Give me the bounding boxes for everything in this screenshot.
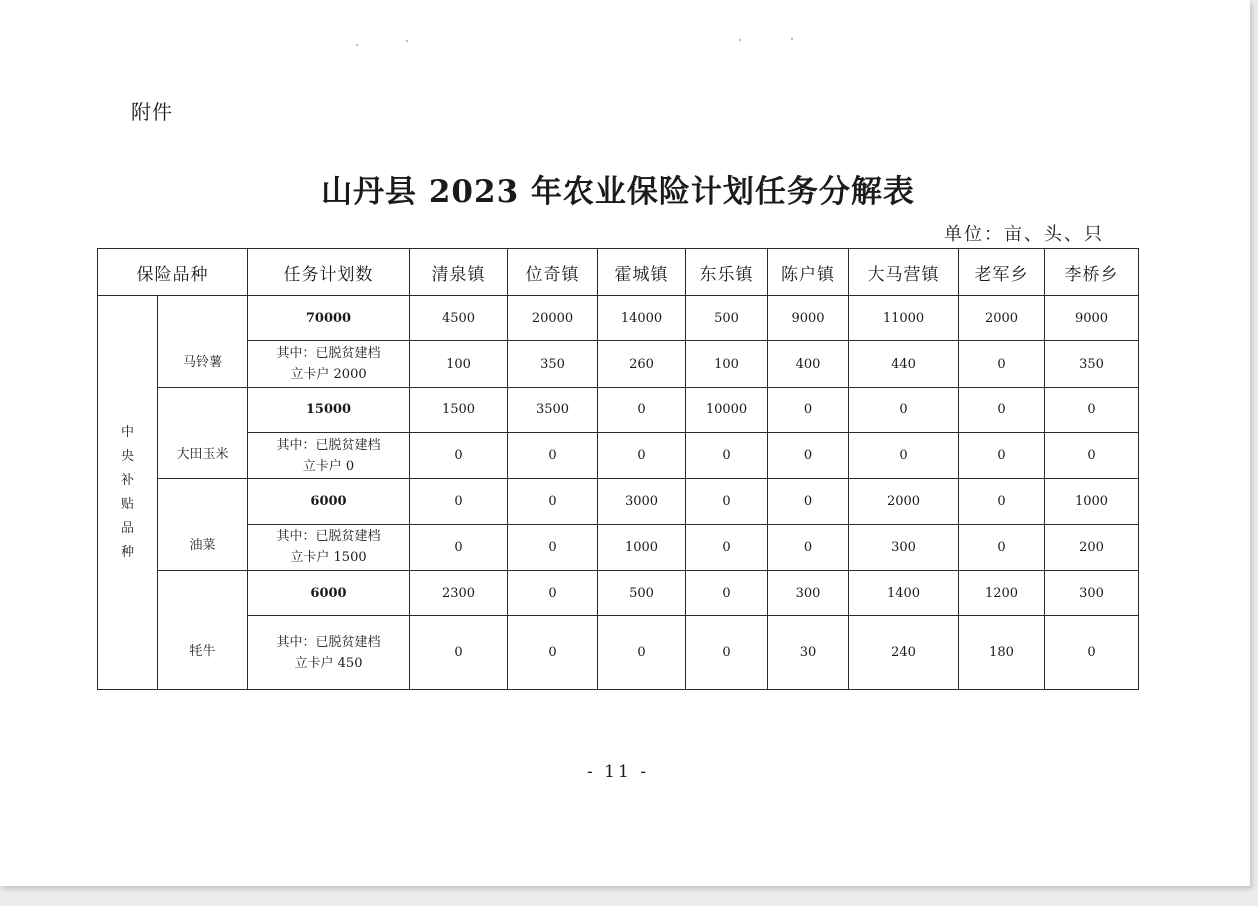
table-cell: 400 — [768, 341, 849, 387]
table-cell: 100 — [686, 341, 768, 387]
insurance-plan-table — [97, 248, 1139, 690]
table-row — [98, 433, 1139, 479]
table-cell: 0 — [768, 433, 849, 479]
plan-sub-line: 立卡户 2000 — [290, 367, 367, 383]
group-label-text: 中央补贴品种 — [120, 424, 134, 560]
table-cell: 0 — [1045, 387, 1139, 432]
table-cell: 0 — [598, 616, 686, 690]
header-cell: 任务计划数 — [248, 249, 410, 296]
table-row — [98, 616, 1139, 690]
table-row — [98, 341, 1139, 387]
table-cell: 1000 — [1045, 479, 1139, 524]
table-cell: 0 — [686, 524, 768, 570]
table-cell: 0 — [849, 387, 959, 432]
document-title: 山丹县 2023 年农业保险计划任务分解表 — [321, 174, 915, 210]
table-cell: 200 — [1045, 524, 1139, 570]
table-cell: 0 — [410, 524, 508, 570]
table-cell: 2000 — [849, 479, 959, 524]
table-cell: 0 — [1045, 433, 1139, 479]
table-cell: 0 — [410, 479, 508, 524]
table-cell: 0 — [959, 524, 1045, 570]
header-cell: 陈户镇 — [768, 249, 849, 296]
table-cell: 300 — [849, 524, 959, 570]
table-cell: 180 — [959, 616, 1045, 690]
table-cell: 4500 — [410, 296, 508, 341]
scan-speck — [791, 38, 793, 40]
table-cell: 0 — [686, 616, 768, 690]
table-row — [98, 479, 1139, 524]
plan-sub-cell — [248, 433, 410, 479]
table-cell: 9000 — [768, 296, 849, 341]
table-cell: 0 — [959, 387, 1045, 432]
group-label-cell — [98, 296, 158, 690]
header-cell: 大马营镇 — [849, 249, 959, 296]
table-cell: 240 — [849, 616, 959, 690]
header-cell: 老军乡 — [959, 249, 1045, 296]
table-cell: 0 — [598, 387, 686, 432]
header-cell: 东乐镇 — [686, 249, 768, 296]
table-row — [98, 524, 1139, 570]
plan-sub-line: 立卡户 1500 — [290, 550, 367, 566]
table-cell: 1400 — [849, 571, 959, 616]
attachment-label: 附件 — [131, 100, 173, 124]
table-cell: 0 — [768, 524, 849, 570]
table-cell: 30 — [768, 616, 849, 690]
plan-total-cell: 6000 — [248, 479, 410, 524]
table-cell: 0 — [508, 616, 598, 690]
table-cell: 11000 — [849, 296, 959, 341]
table-cell: 0 — [768, 387, 849, 432]
table-cell: 20000 — [508, 296, 598, 341]
crop-name-cell: 马铃薯 — [158, 296, 248, 388]
table-cell: 300 — [1045, 571, 1139, 616]
scan-speck — [406, 40, 408, 42]
table-cell: 0 — [410, 616, 508, 690]
plan-sub-line: 其中：已脱贫建档 — [276, 529, 381, 545]
crop-name-cell: 油菜 — [158, 479, 248, 571]
table-cell: 500 — [686, 296, 768, 341]
table-cell: 9000 — [1045, 296, 1139, 341]
table-cell: 0 — [959, 479, 1045, 524]
table-cell: 100 — [410, 341, 508, 387]
page-number: - 11 - — [587, 762, 649, 782]
header-cell: 霍城镇 — [598, 249, 686, 296]
table-cell: 14000 — [598, 296, 686, 341]
plan-total-cell: 70000 — [248, 296, 410, 341]
header-cell: 位奇镇 — [508, 249, 598, 296]
table-cell: 3500 — [508, 387, 598, 432]
table-cell: 0 — [849, 433, 959, 479]
table-cell: 0 — [959, 433, 1045, 479]
table-cell: 1500 — [410, 387, 508, 432]
table-cell: 350 — [508, 341, 598, 387]
table-cell: 1000 — [598, 524, 686, 570]
plan-sub-cell — [248, 341, 410, 387]
table-cell: 1200 — [959, 571, 1045, 616]
table-cell: 10000 — [686, 387, 768, 432]
table-cell: 0 — [508, 524, 598, 570]
header-cell: 保险品种 — [98, 249, 248, 296]
table-cell: 0 — [959, 341, 1045, 387]
table-cell: 300 — [768, 571, 849, 616]
table-cell: 2300 — [410, 571, 508, 616]
table-cell: 0 — [686, 571, 768, 616]
header-cell: 李桥乡 — [1045, 249, 1139, 296]
table-cell: 0 — [508, 479, 598, 524]
table-cell: 500 — [598, 571, 686, 616]
crop-name-cell: 大田玉米 — [158, 387, 248, 479]
table-cell: 3000 — [598, 479, 686, 524]
table-row — [98, 387, 1139, 432]
crop-name-cell: 牦牛 — [158, 571, 248, 690]
table-cell: 0 — [598, 433, 686, 479]
table-cell: 260 — [598, 341, 686, 387]
plan-sub-line: 立卡户 450 — [294, 655, 363, 671]
table-cell: 0 — [768, 479, 849, 524]
table-cell: 0 — [686, 433, 768, 479]
plan-total-cell: 15000 — [248, 387, 410, 432]
table-cell: 0 — [508, 433, 598, 479]
table-cell: 2000 — [959, 296, 1045, 341]
table-cell: 0 — [1045, 616, 1139, 690]
table-header-row — [98, 249, 1139, 296]
table-row — [98, 571, 1139, 616]
plan-total-cell: 6000 — [248, 571, 410, 616]
table-cell: 0 — [410, 433, 508, 479]
table-cell: 0 — [686, 479, 768, 524]
plan-sub-line: 其中：已脱贫建档 — [276, 634, 381, 650]
plan-sub-line: 其中：已脱贫建档 — [276, 437, 381, 453]
table-cell: 440 — [849, 341, 959, 387]
table-cell: 0 — [508, 571, 598, 616]
table-row — [98, 296, 1139, 341]
unit-note: 单位：亩、头、只 — [944, 224, 1104, 245]
plan-sub-cell — [248, 524, 410, 570]
plan-sub-cell — [248, 616, 410, 690]
scan-speck — [356, 44, 358, 46]
table-cell: 350 — [1045, 341, 1139, 387]
plan-sub-line: 立卡户 0 — [302, 458, 355, 474]
header-cell: 清泉镇 — [410, 249, 508, 296]
plan-sub-line: 其中：已脱贫建档 — [276, 346, 381, 362]
scan-speck — [739, 39, 741, 41]
